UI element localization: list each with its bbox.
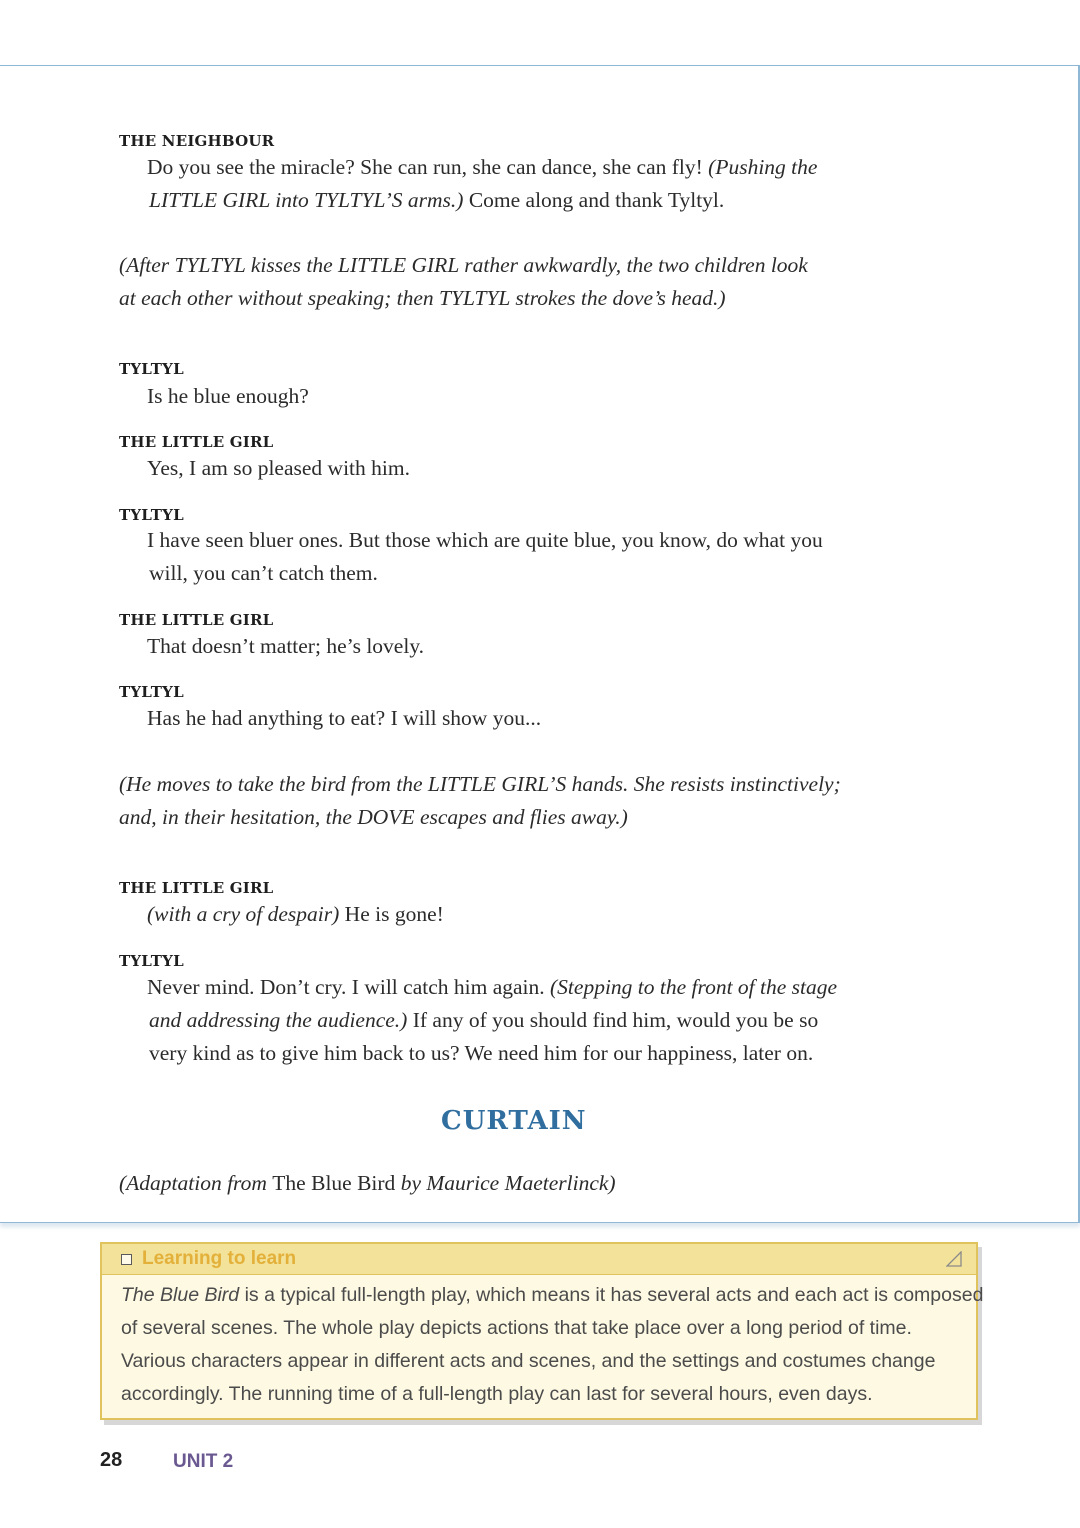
speaker-label: THE LITTLE GIRL [119, 879, 274, 897]
speaker-label: THE LITTLE GIRL [119, 433, 274, 451]
learning-box-text: of several scenes. The whole play depicts actions that take place over a long period of time. [121, 1317, 912, 1339]
dialogue-line: will, you can’t catch them. [149, 561, 378, 585]
speaker-label: TYLTYL [119, 506, 184, 524]
curtain-heading: CURTAIN [441, 1106, 587, 1136]
dialogue-line: LITTLE GIRL into TYLTYL’S arms.) Come along and thank Tyltyl. [149, 188, 725, 212]
dialogue-line: very kind as to give him back to us? We need him for our happiness, later on. [149, 1041, 814, 1065]
learning-box-text: accordingly. The running time of a full-length play can last for several hours, even days. [121, 1383, 873, 1405]
learning-box-header [102, 1244, 976, 1275]
corner-triangle-icon [946, 1251, 962, 1267]
learning-box-text: Various characters appear in different acts and scenes, and the settings and costumes change [121, 1350, 936, 1372]
source-credit: (Adaptation from The Blue Bird by Maurice Maeterlinck) [119, 1171, 616, 1195]
stage-direction: (After TYLTYL kisses the LITTLE GIRL rather awkwardly, the two children look [119, 253, 808, 277]
speaker-label: THE LITTLE GIRL [119, 611, 274, 629]
stage-direction: (He moves to take the bird from the LITTLE GIRL’S hands. She resists instinctively; [119, 772, 841, 796]
stage-direction: and, in their hesitation, the DOVE escapes and flies away.) [119, 805, 628, 829]
learning-box-text: The Blue Bird is a typical full-length play, which means it has several acts and each act is composed [121, 1284, 984, 1306]
speaker-label: THE NEIGHBOUR [119, 132, 275, 150]
page-number: 28 [100, 1449, 123, 1471]
dialogue-line: Is he blue enough? [147, 384, 309, 408]
dialogue-line: Never mind. Don’t cry. I will catch him again. (Stepping to the front of the stage [147, 975, 838, 999]
dialogue-line: Yes, I am so pleased with him. [147, 456, 410, 480]
checkbox-icon [121, 1254, 132, 1265]
dialogue-line: and addressing the audience.) If any of you should find him, would you be so [149, 1008, 819, 1032]
dialogue-line: (with a cry of despair) He is gone! [147, 902, 444, 926]
learning-box-title: Learning to learn [142, 1248, 297, 1269]
unit-label: UNIT 2 [173, 1451, 234, 1472]
dialogue-line: Do you see the miracle? She can run, she can dance, she can fly! (Pushing the [147, 155, 818, 179]
dialogue-line: I have seen bluer ones. But those which are quite blue, you know, do what you [147, 528, 823, 552]
dialogue-line: That doesn’t matter; he’s lovely. [147, 634, 425, 658]
learning-to-learn-box [100, 1242, 984, 1420]
speaker-label: TYLTYL [119, 360, 184, 378]
speaker-label: TYLTYL [119, 683, 184, 701]
dialogue-line: Has he had anything to eat? I will show you... [147, 706, 542, 730]
speaker-label: TYLTYL [119, 952, 184, 970]
stage-direction: at each other without speaking; then TYLTYL strokes the dove’s head.) [119, 286, 726, 310]
